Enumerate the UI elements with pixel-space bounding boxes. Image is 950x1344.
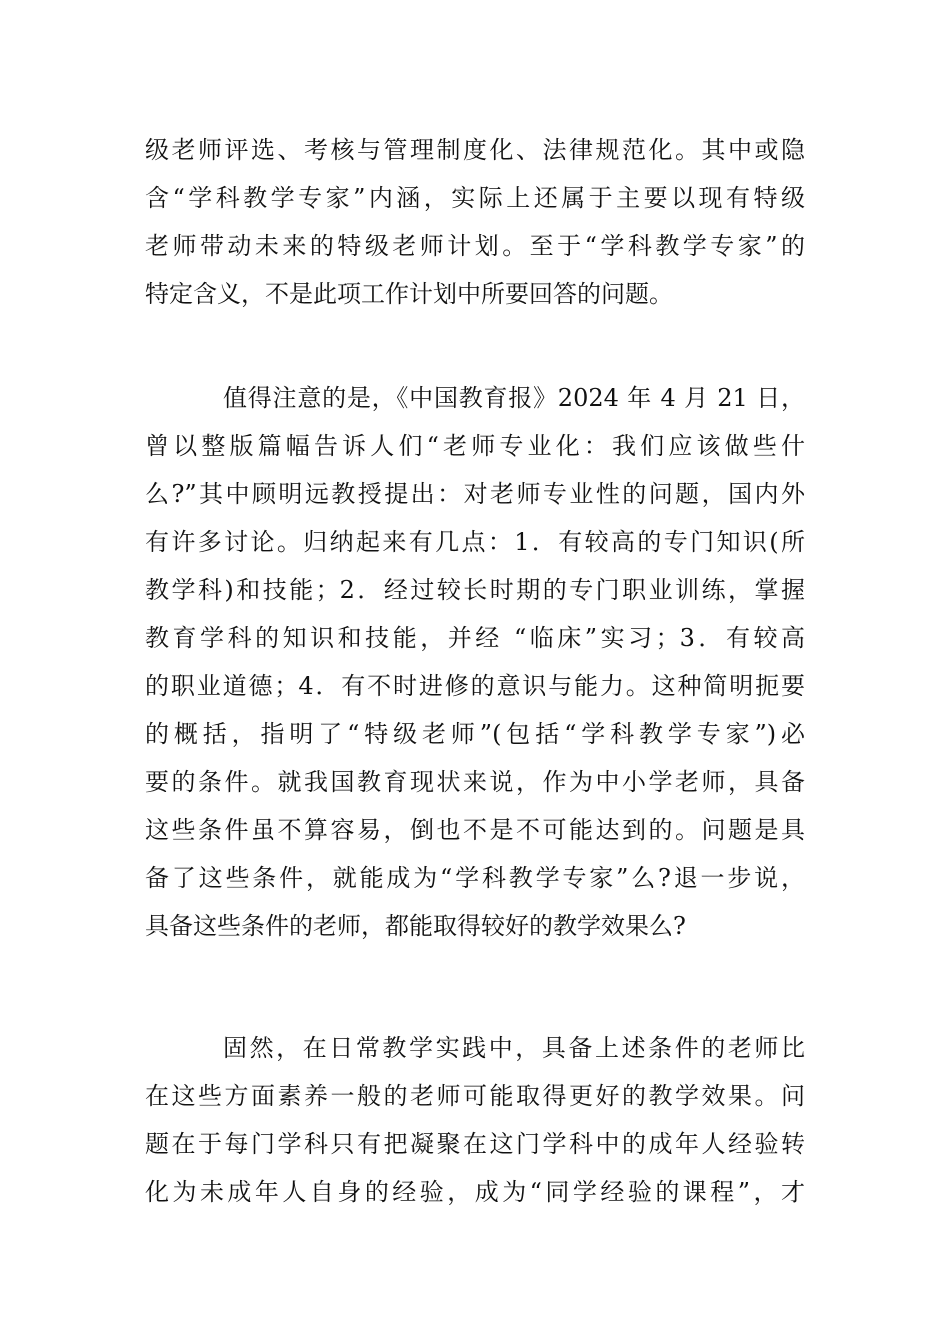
paragraph-3 bbox=[145, 1024, 805, 1216]
text-line: 这些条件虽不算容易，倒也不是不可能达到的。问题是具 bbox=[145, 816, 805, 844]
text-line: 要的条件。就我国教育现状来说，作为中小学老师，具备 bbox=[145, 768, 805, 796]
text-line: 的概括，指明了“特级老师”(包括“学科教学专家”)必 bbox=[145, 720, 805, 748]
text-line: 的职业道德；4．有不时进修的意识与能力。这种简明扼要 bbox=[145, 672, 805, 700]
text-line: 教育学科的知识和技能，并经 “临床”实习；3．有较高 bbox=[145, 624, 805, 652]
text-line: 备了这些条件，就能成为“学科教学专家”么?退一步说， bbox=[145, 864, 805, 892]
paragraph-2 bbox=[145, 374, 805, 950]
paragraph-1 bbox=[145, 126, 805, 318]
text-line: 题在于每门学科只有把凝聚在这门学科中的成年人经验转 bbox=[145, 1130, 805, 1158]
text-line: 值得注意的是，《中国教育报》2024 年 4 月 21 日， bbox=[223, 384, 805, 412]
text-line: 固然，在日常教学实践中，具备上述条件的老师比 bbox=[223, 1034, 805, 1062]
text-line: 化为未成年人自身的经验，成为“同学经验的课程”，才 bbox=[145, 1178, 805, 1206]
text-line: 么?”其中顾明远教授提出：对老师专业性的问题，国内外 bbox=[145, 480, 805, 508]
text-line: 级老师评选、考核与管理制度化、法律规范化。其中或隐 bbox=[145, 136, 805, 164]
text-line: 在这些方面素养一般的老师可能取得更好的教学效果。问 bbox=[145, 1082, 805, 1110]
text-line: 特定含义，不是此项工作计划中所要回答的问题。 bbox=[145, 280, 673, 308]
text-line: 教学科)和技能；2．经过较长时期的专门职业训练，掌握 bbox=[145, 576, 805, 604]
text-line: 有许多讨论。归纳起来有几点：1．有较高的专门知识(所 bbox=[145, 528, 805, 556]
text-line: 具备这些条件的老师，都能取得较好的教学效果么? bbox=[145, 912, 686, 940]
text-line: 含“学科教学专家”内涵，实际上还属于主要以现有特级 bbox=[145, 184, 805, 212]
text-line: 老师带动未来的特级老师计划。至于“学科教学专家”的 bbox=[145, 232, 805, 260]
text-line: 曾以整版篇幅告诉人们“老师专业化：我们应该做些什 bbox=[145, 432, 805, 460]
